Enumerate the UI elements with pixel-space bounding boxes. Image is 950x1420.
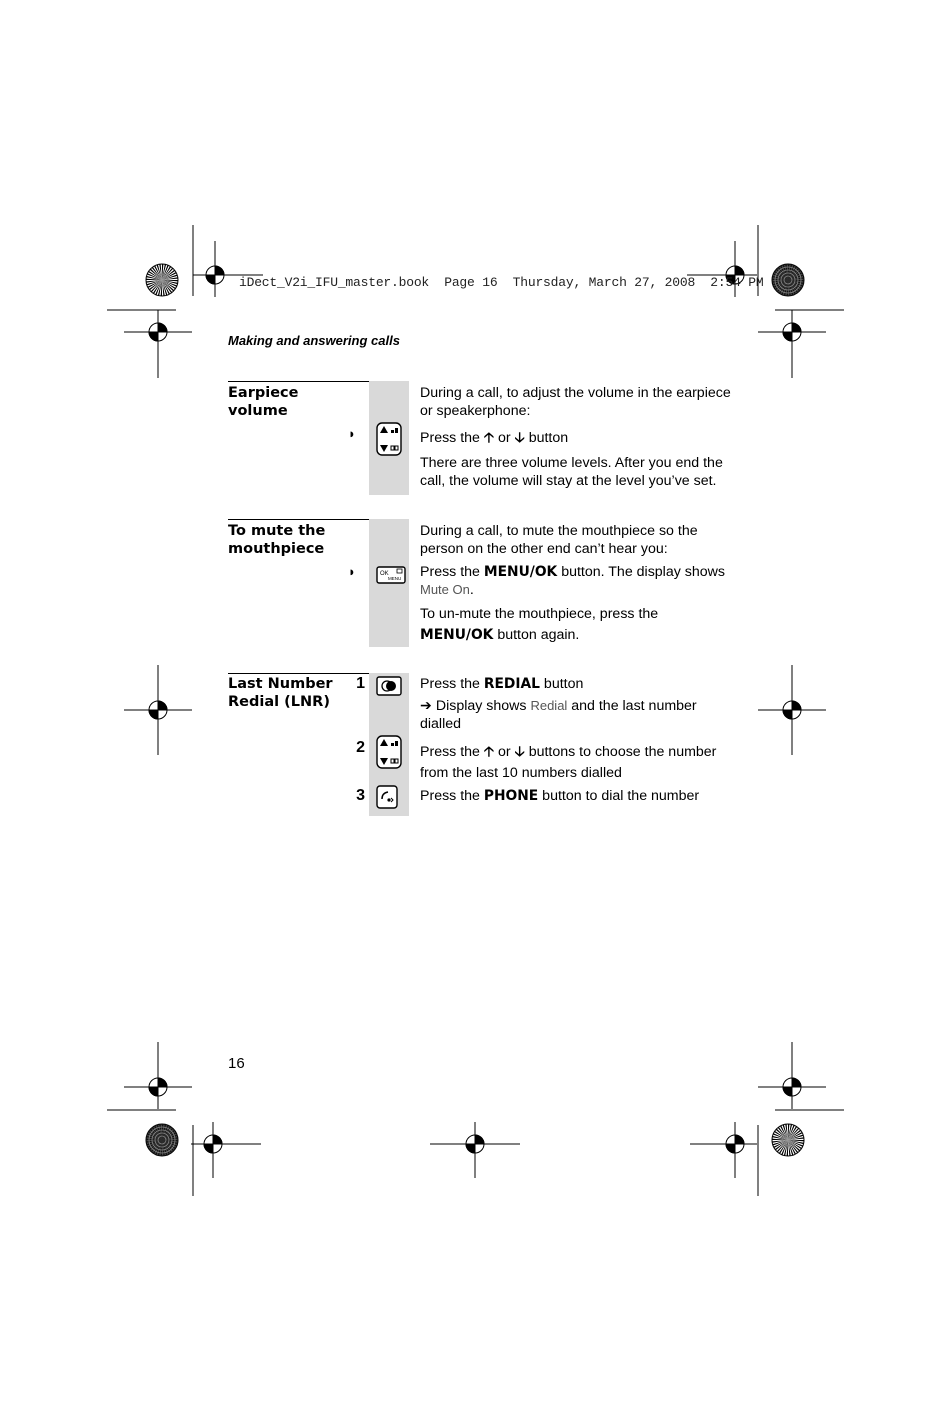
svg-text:OK: OK <box>380 571 389 577</box>
menu-ok-label: MENU/OK <box>483 564 558 580</box>
display-text-redial: Redial <box>530 698 568 713</box>
phone-label: PHONE <box>483 788 539 804</box>
up-arrow-icon: 🡡 <box>483 430 495 446</box>
step-number: 1 <box>356 675 365 692</box>
section-heading-mute: To mute the mouthpiece <box>228 523 326 557</box>
volume-up-down-key-icon <box>376 422 402 461</box>
section-rule <box>228 519 369 520</box>
lnr-step3-text: Press the PHONE button to dial the number <box>420 788 700 804</box>
step-bullet-icon: ◗ <box>348 426 356 441</box>
earpiece-note: There are three volume levels. After you end the call, the volume will stay at the level you’ve set. <box>420 455 723 489</box>
section-heading-earpiece: Earpiece volume <box>228 385 299 419</box>
unmute-text: To un-mute the mouthpiece, press the MENU/OK button again. <box>420 606 659 643</box>
display-text-mute-on: Mute On <box>420 582 470 597</box>
volume-up-down-key-icon <box>376 735 402 774</box>
lnr-step1-text: Press the REDIAL button <box>420 676 584 692</box>
up-arrow-icon: 🡡 <box>483 744 495 760</box>
section-rule <box>228 673 369 674</box>
earpiece-press-text: Press the 🡡 or 🡣 button <box>420 430 569 446</box>
redial-label: REDIAL <box>483 676 540 692</box>
lnr-result-text: ➔ Display shows Redial and the last number dialled <box>420 698 697 732</box>
down-arrow-icon: 🡣 <box>514 744 525 760</box>
lnr-step2-text: Press the 🡡 or 🡣 buttons to choose the number from the last 10 numbers dialled <box>420 744 717 781</box>
menu-ok-label: MENU/OK <box>420 627 494 643</box>
down-arrow-icon: 🡣 <box>514 430 525 446</box>
result-arrow-icon: ➔ <box>420 698 432 714</box>
step-number: 2 <box>356 739 365 756</box>
phone-key-icon <box>376 785 398 814</box>
section-rule <box>228 381 369 382</box>
page-number: 16 <box>228 1055 245 1072</box>
section-heading-lnr: Last Number Redial (LNR) <box>228 676 333 710</box>
step-number: 3 <box>356 787 365 804</box>
mute-press-text: Press the MENU/OK button. The display shows Mute On. <box>420 564 725 598</box>
mute-intro: During a call, to mute the mouthpiece so the person on the other end can’t hear you: <box>420 523 698 557</box>
svg-text:MENU: MENU <box>388 576 402 581</box>
earpiece-intro: During a call, to adjust the volume in the earpiece or speakerphone: <box>420 385 731 419</box>
menu-ok-key-icon <box>376 565 406 590</box>
print-header: iDect_V2i_IFU_master.book Page 16 Thursday, March 27, 2008 2:54 PM <box>239 275 764 290</box>
running-head: Making and answering calls <box>228 333 400 348</box>
redial-key-icon <box>376 676 402 701</box>
step-bullet-icon: ◗ <box>348 564 356 579</box>
